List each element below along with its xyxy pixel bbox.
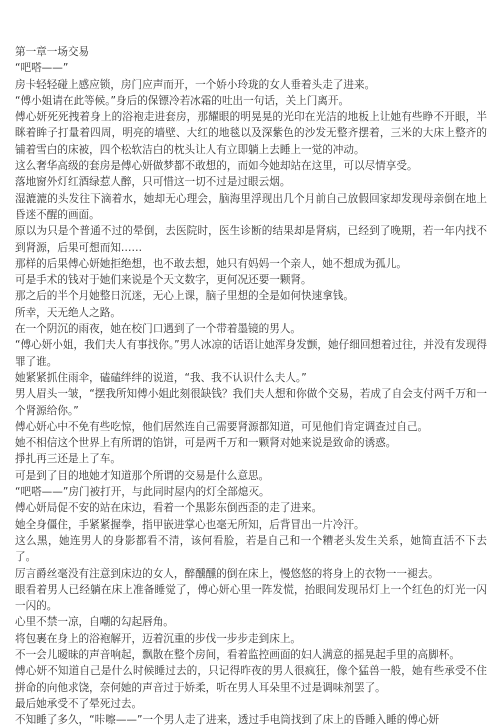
paragraph: 最后她承受不了晕死过去。: [15, 697, 143, 710]
paragraph: 傅心妍心中不免有些吃惊，他们居然连自己需要肾源都知道，可见他们肯定调查过自己。: [15, 420, 429, 433]
paragraph: “傅小姐请在此等候。”身后的保镖冷若冰霜的吐出一句话，关上门离开。: [15, 94, 350, 107]
paragraph: 厉言爵丝毫没有注意到床边的女人，醉醺醺的倒在床上，慢悠悠的将身上的衣物一一褪去。: [15, 567, 439, 580]
paragraph: 眼看着男人已经躺在床上准备睡觉了，傅心妍心里一阵发慌，抬眼间发现吊灯上一个红色的灯光一闪一闪的。: [15, 583, 487, 613]
chapter-title: 第一章一场交易: [15, 46, 90, 58]
paragraph: 湿漉漉的头发往下滴着水，她却无心理会，脑海里浮现出几个月前自己放假回家却发现母亲倒在地上昏迷不醒的画面。: [15, 192, 487, 221]
paragraph: 不一会儿暧昧的声音响起，飘散在整个房间，看着监控画面的妇人满意的摇晃起手里的高脚杯。: [15, 648, 460, 661]
paragraph: 男人眉头一皱，“摆我所知傅小姐此刻很缺钱？我们夫人想和你做个交易，若成了自会支付两千万和一个肾源给你。”: [15, 388, 487, 417]
paragraph: 可是到了目的地她才知道那个所谓的交易是什么意思。: [15, 469, 270, 482]
paragraph: 所幸，天无绝人之路。: [15, 306, 121, 319]
paragraph: 在一个阴沉的雨夜，她在校门口遇到了一个带着墨镜的男人。: [15, 323, 302, 336]
paragraph: “吧嗒——”房门被打开，与此同时屋内的灯全部熄灭。: [15, 486, 270, 499]
paragraph: 这么奢华高级的套房是傅心妍做梦都不敢想的，而如今她却站在这里，可以尽情享受。: [15, 160, 418, 173]
paragraph: 那样的后果傅心妍她拒绝想，也不敢去想，她只有妈妈一个亲人，她不想成为孤儿。: [15, 257, 407, 270]
paragraph: 原以为只是个普通不过的晕倒，去医院时，医生诊断的结果却是肾病，已经到了晚期，若一年内找不到肾源，后果可想而知……: [15, 225, 487, 254]
paragraph: 她全身僵住，手紧紧握拳，指甲嵌进掌心也毫无所知，后背冒出一片冷汗。: [15, 518, 365, 531]
paragraph: “傅心妍小姐，我们夫人有事找你。”男人冰凉的话语让她浑身发颤，她仔细回想着过往，并没有发现得罪了谁。: [15, 339, 487, 368]
paragraph: 傅心妍死死拽着身上的浴袍走进套房，那耀眼的明晃晃的光印在光洁的地板上让她有些睁不开眼，半眯着眸子打量着四周，明亮的墙壁、大红的地毯以及深紫色的沙发无整齐摆着，三米的大床上整齐的铺着雪白的床被，四个松软洁白的枕头让人有立即躺上去睡上一觉的冲动。: [15, 111, 487, 156]
paragraph: 不知睡了多久，“咔嚓——”一个男人走了进来，透过手电筒找到了床上的昏睡入睡的傅心妍: [15, 714, 440, 727]
paragraph: 将包裹在身上的浴袍解开，迈着沉重的步伐一步步走到床上。: [15, 632, 302, 645]
paragraph: 她紧紧抓住雨伞，磕磕绊绊的说道，“我、我不认识什么夫人。”: [15, 371, 307, 384]
paragraph: 傅心妍不知道自己是什么时候睡过去的，只记得昨夜的男人很疯狂，像个猛兽一般，她有些承受不住拼命的向他求饶，奈何她的声音过于娇柔，听在男人耳朵里不过是调味剂罢了。: [15, 665, 487, 694]
paragraph: 心里不禁一凉，自嘲的勾起唇角。: [15, 616, 174, 629]
paragraph: 房卡轻轻碰上感应锁，房门应声而开，一个娇小玲珑的女人垂着头走了进来。: [15, 78, 376, 91]
paragraph: 掙扎再三还是上了车。: [15, 453, 121, 466]
paragraph: 傅心妍局促不安的站在床边，看着一个黑影东倒西歪的走了进来。: [15, 502, 323, 515]
chapter-text: [15, 44, 487, 728]
paragraph: 这么黑，她连男人的身影都看不清，该何看脸，若是自己和一个糟老头发生关系，她简直活不下去了。: [15, 534, 487, 564]
paragraph: “吧嗒——”: [15, 62, 69, 75]
paragraph: 那之后的半个月她整日沉迷，无心上课，脑子里想的全是如何快速拿钱。: [15, 290, 354, 303]
paragraph: 落地窗外灯红酒绿惹人醉，只可惜这一切不过是过眼云烟。: [15, 176, 291, 189]
paragraph: 可是手术的钱对于她们来说是个天文数字，更何况还要一颗肾。: [15, 274, 312, 287]
paragraph: 她不相信这个世界上有所谓的馅饼，可是两千万和一颗肾对她来说是致命的诱惑。: [15, 437, 397, 450]
